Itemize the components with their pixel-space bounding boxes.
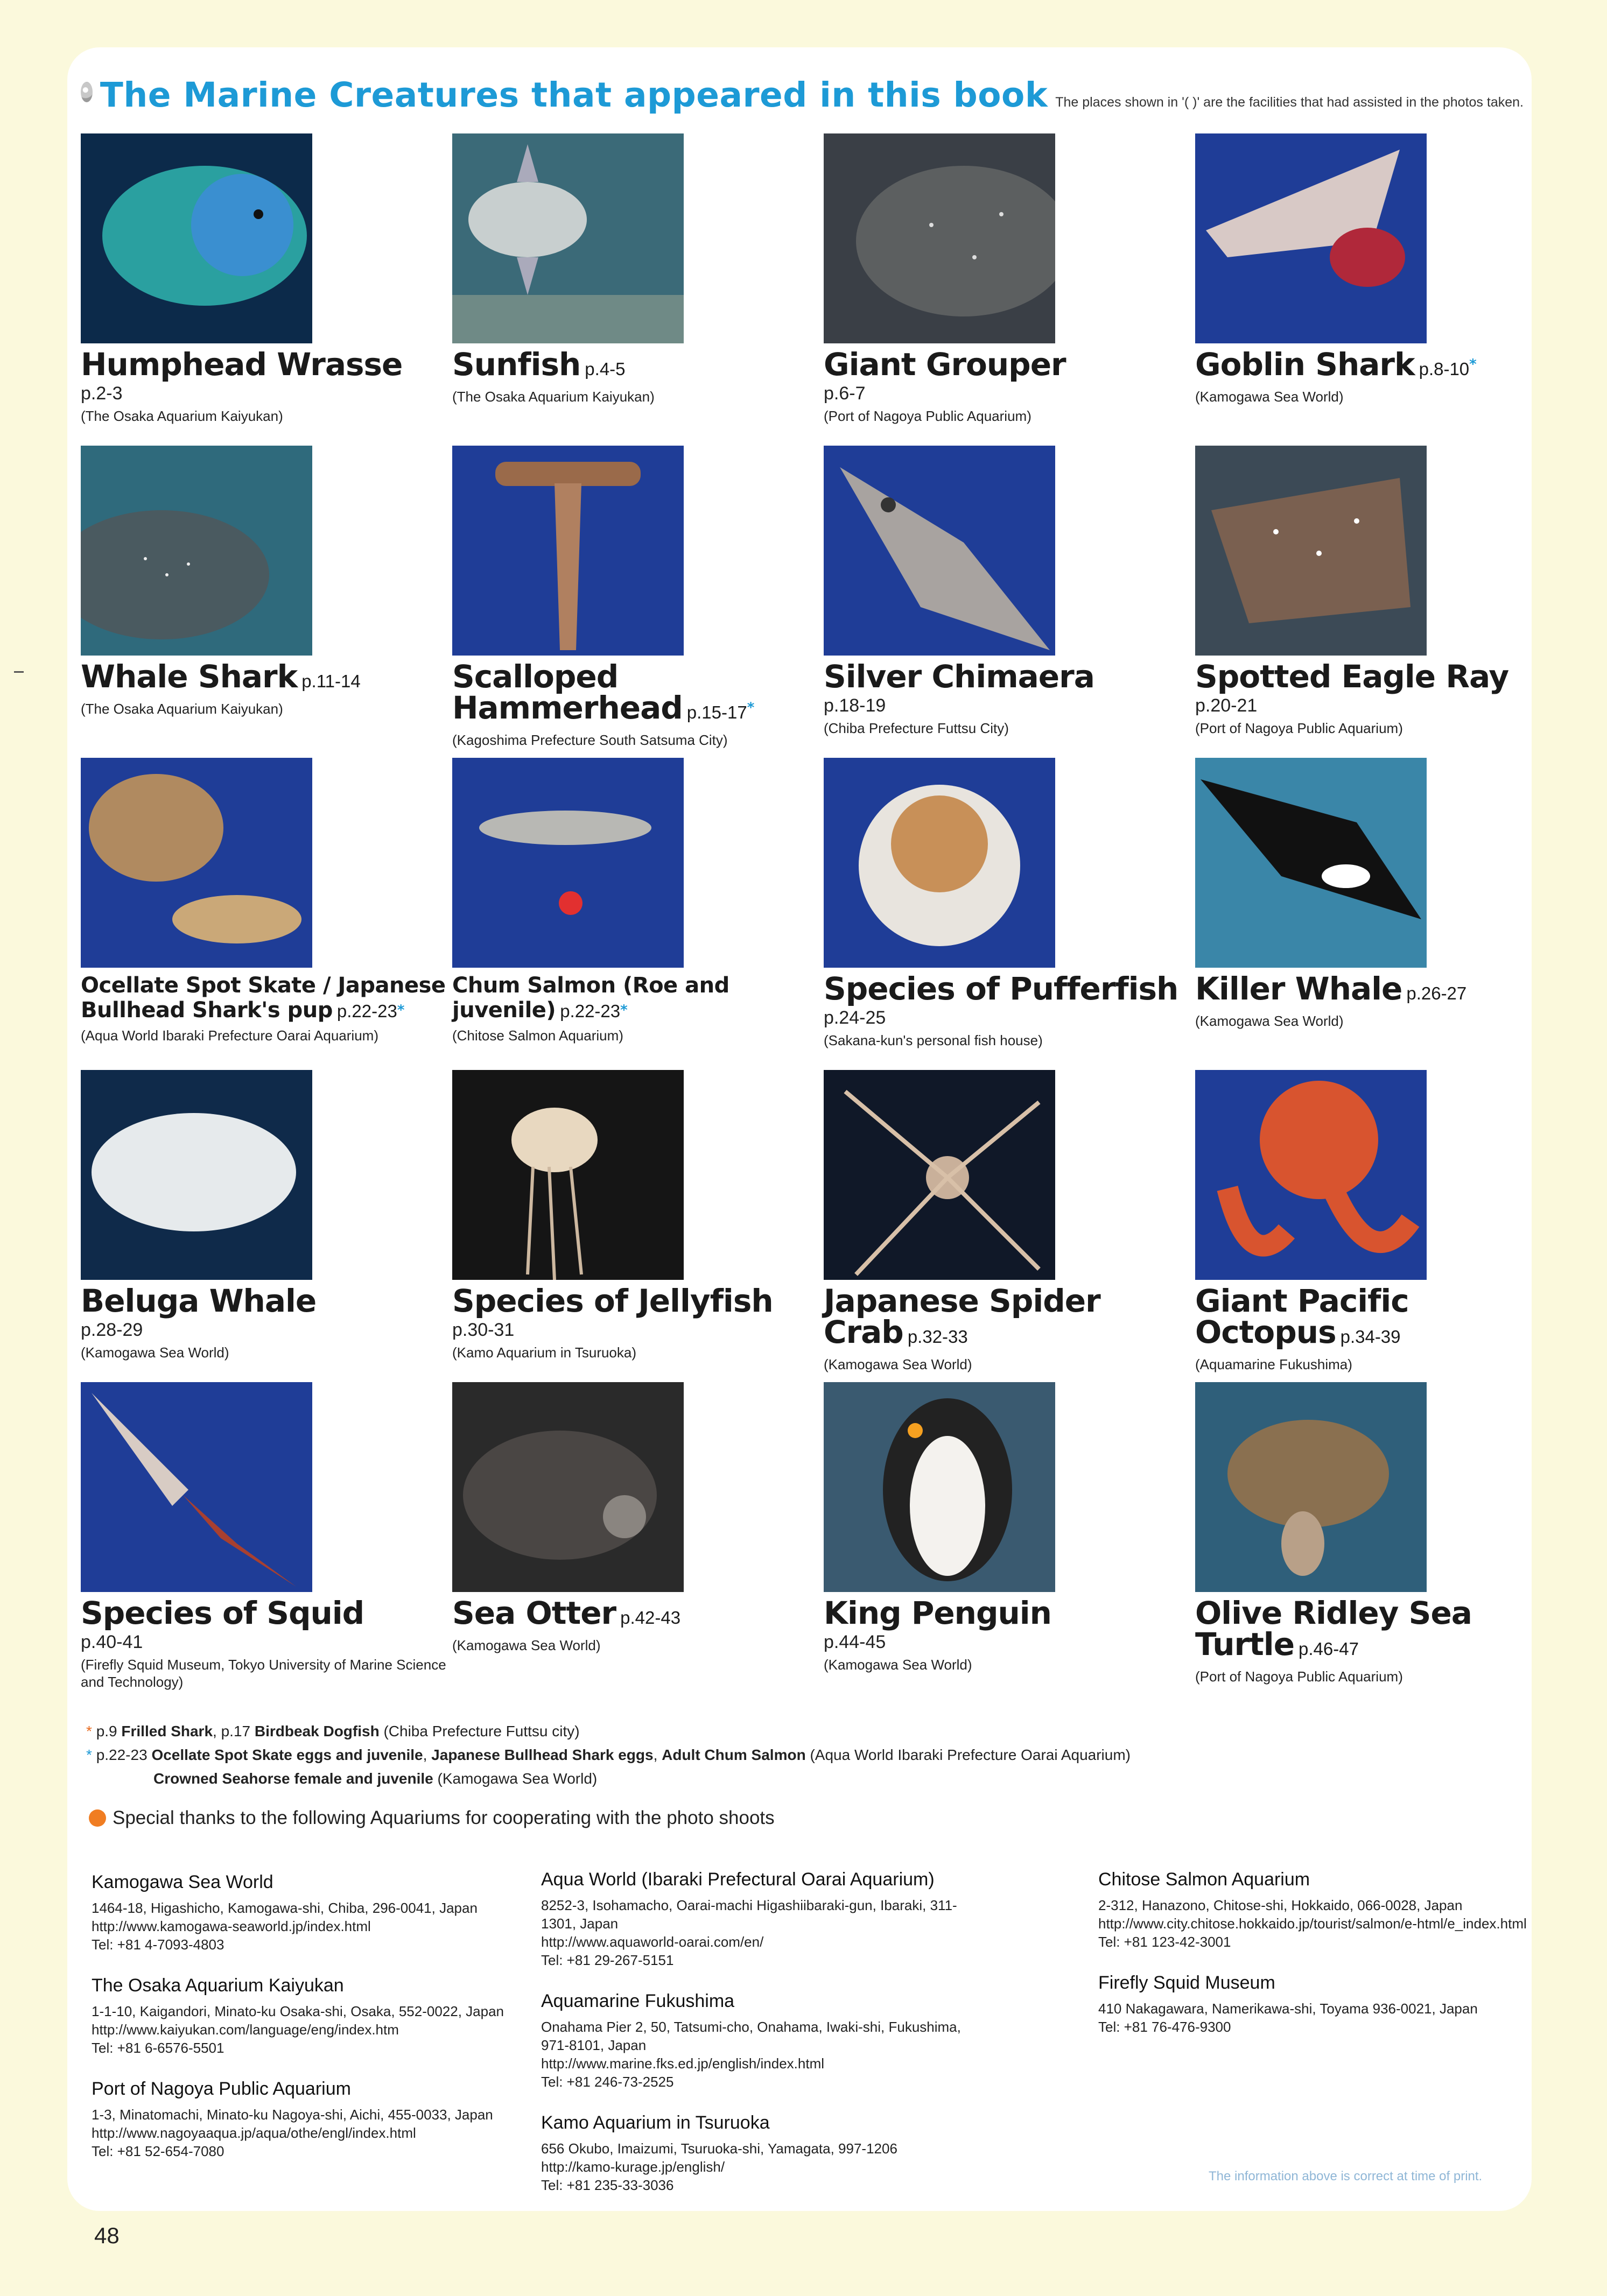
- aquarium-url[interactable]: http://www.kamogawa-seaworld.jp/index.html: [92, 1918, 371, 1934]
- creature-pages: p.15-17: [686, 702, 747, 722]
- aquarium-entry: [92, 2080, 533, 2160]
- aquarium-address: 656 Okubo, Imaizumi, Tsuruoka-shi, Yamagata, 997-1206: [541, 2140, 897, 2157]
- creature-name: Giant Pacific Octopus p.34-39: [1195, 1283, 1409, 1350]
- aquarium-entry: [92, 1976, 533, 2057]
- creature-name: Spotted Eagle Ray: [1195, 658, 1509, 695]
- creature-pages: p.30-31: [452, 1320, 515, 1340]
- creature-name: Whale Shark p.11-14: [81, 658, 361, 695]
- creature-facility: (Sakana-kun's personal fish house): [824, 1032, 1043, 1048]
- aquarium-name: The Osaka Aquarium Kaiyukan: [92, 1975, 344, 1996]
- creature-photo: [452, 446, 684, 656]
- aquarium-tel: Tel: +81 123-42-3001: [1098, 1934, 1231, 1950]
- aquarium-url[interactable]: http://kamo-kurage.jp/english/: [541, 2159, 725, 2175]
- creature-card: [1195, 446, 1567, 758]
- aquarium-column-3: [1098, 1870, 1540, 2059]
- aquarium-address: Onahama Pier 2, 50, Tatsumi-cho, Onahama, Iwaki-shi, Fukushima, 971-8101, Japan: [541, 2019, 961, 2053]
- aquarium-tel: Tel: +81 52-654-7080: [92, 2143, 224, 2159]
- creature-caption: [452, 346, 818, 405]
- aquarium-tel: Tel: +81 76-476-9300: [1098, 2019, 1231, 2035]
- creature-pages: p.28-29: [81, 1320, 143, 1340]
- creature-card: [1195, 1382, 1567, 1694]
- aquarium-name: Aquamarine Fukushima: [541, 1991, 735, 2011]
- creature-card: [824, 1382, 1195, 1694]
- creature-name: King Penguin: [824, 1595, 1051, 1631]
- creature-card: [81, 133, 452, 446]
- aquarium-name: Aqua World (Ibaraki Prefectural Oarai Aquarium): [541, 1869, 935, 1890]
- creature-photo: [81, 1070, 312, 1280]
- aquarium-column-2: [541, 1870, 983, 2217]
- aquarium-name: Kamo Aquarium in Tsuruoka: [541, 2112, 770, 2133]
- aquarium-address: 1-1-10, Kaigandori, Minato-ku Osaka-shi, Osaka, 552-0022, Japan: [92, 2003, 504, 2019]
- creature-pages: p.20-21: [1195, 695, 1258, 716]
- aquarium-name: Kamogawa Sea World: [92, 1872, 273, 1892]
- footnote-star: *: [620, 1002, 628, 1018]
- aquarium-address: 8252-3, Isohamacho, Oarai-machi Higashiibaraki-gun, Ibaraki, 311-1301, Japan: [541, 1897, 957, 1932]
- creature-pages: p.26-27: [1406, 983, 1467, 1003]
- creature-name: Humphead Wrasse: [81, 346, 403, 383]
- creature-pages: p.22-23: [560, 1001, 621, 1021]
- creature-pages: p.34-39: [1340, 1327, 1401, 1347]
- creature-facility: (The Osaka Aquarium Kaiyukan): [452, 389, 655, 405]
- creature-pages: p.6-7: [824, 383, 866, 404]
- creature-card: [824, 133, 1195, 446]
- creature-name: Species of Jellyfish: [452, 1283, 773, 1319]
- aquarium-url[interactable]: http://www.city.chitose.hokkaido.jp/tourist/salmon/e-html/e_index.html: [1098, 1915, 1527, 1932]
- creature-photo: [1195, 133, 1427, 343]
- creature-card: [1195, 133, 1567, 446]
- creature-facility: (Firefly Squid Museum, Tokyo University of Marine Science and Technology): [81, 1657, 446, 1690]
- aquarium-url[interactable]: http://www.aquaworld-oarai.com/en/: [541, 1934, 764, 1950]
- creature-caption: [1195, 1597, 1561, 1685]
- aquarium-url[interactable]: http://www.marine.fks.ed.jp/english/index.html: [541, 2055, 825, 2072]
- aquarium-address: 1464-18, Higashicho, Kamogawa-shi, Chiba, 296-0041, Japan: [92, 1900, 478, 1916]
- creature-caption: [452, 658, 818, 749]
- creature-name: Killer Whale p.26-27: [1195, 970, 1467, 1007]
- footnote-star: *: [1469, 356, 1476, 372]
- aquarium-entry: [541, 2114, 983, 2194]
- creature-facility: (Chiba Prefecture Futtsu City): [824, 720, 1009, 736]
- creature-facility: (Kamogawa Sea World): [1195, 1013, 1344, 1029]
- aquarium-name: Chitose Salmon Aquarium: [1098, 1869, 1310, 1890]
- creature-pages: p.4-5: [585, 359, 626, 379]
- creature-facility: (Port of Nagoya Public Aquarium): [1195, 720, 1403, 736]
- print-footnote: The information above is correct at time of print.: [1209, 2169, 1483, 2184]
- creature-facility: (Port of Nagoya Public Aquarium): [824, 408, 1031, 424]
- creature-facility: (Kamogawa Sea World): [824, 1356, 972, 1372]
- creature-facility: (Chitose Salmon Aquarium): [452, 1027, 623, 1044]
- aquarium-address: 410 Nakagawara, Namerikawa-shi, Toyama 936-0021, Japan: [1098, 2001, 1478, 2017]
- creature-name: Sunfish p.4-5: [452, 346, 626, 383]
- creature-photo: [452, 133, 684, 343]
- creature-facility: (Kamogawa Sea World): [824, 1657, 972, 1673]
- aquarium-url[interactable]: http://www.kaiyukan.com/language/eng/index.htm: [92, 2022, 399, 2038]
- creature-photo: [824, 446, 1055, 656]
- thanks-line: Special thanks to the following Aquariums for cooperating with the photo shoots: [89, 1807, 775, 1829]
- creature-facility: (Kamo Aquarium in Tsuruoka): [452, 1344, 637, 1361]
- creature-caption: [824, 658, 1190, 737]
- aquarium-entry: [541, 1992, 983, 2091]
- creature-name: Species of Squid: [81, 1595, 364, 1631]
- aquarium-tel: Tel: +81 6-6576-5501: [92, 2040, 224, 2056]
- creature-caption: [1195, 346, 1561, 405]
- creature-photo: [81, 446, 312, 656]
- creature-card: [81, 1070, 452, 1382]
- creature-photo: [1195, 758, 1427, 968]
- creature-name: Olive Ridley Sea Turtle p.46-47: [1195, 1595, 1472, 1663]
- aquarium-name: Firefly Squid Museum: [1098, 1973, 1275, 1993]
- creature-pages: p.8-10: [1419, 359, 1470, 379]
- aquarium-tel: Tel: +81 4-7093-4803: [92, 1936, 224, 1953]
- creature-name: Beluga Whale: [81, 1283, 317, 1319]
- creature-caption: [81, 346, 447, 425]
- creature-card: [452, 1382, 824, 1694]
- creature-card: [824, 446, 1195, 758]
- creature-caption: [824, 1597, 1190, 1673]
- creature-card: [452, 758, 824, 1070]
- creature-facility: (Kamogawa Sea World): [452, 1637, 601, 1653]
- page-number: 48: [94, 2223, 120, 2248]
- creature-pages: p.22-23: [336, 1001, 397, 1021]
- creature-photo: [452, 758, 684, 968]
- creature-card: [824, 758, 1195, 1070]
- creature-photo: [81, 1382, 312, 1592]
- creature-pages: p.11-14: [301, 671, 361, 691]
- aquarium-entry: [1098, 1870, 1540, 1951]
- creature-caption: [824, 346, 1190, 425]
- creature-caption: [452, 1285, 818, 1361]
- aquarium-tel: Tel: +81 29-267-5151: [541, 1952, 674, 1968]
- creature-photo: [1195, 1382, 1427, 1592]
- creature-photo: [81, 758, 312, 968]
- creature-pages: p.44-45: [824, 1632, 886, 1652]
- creature-caption: [81, 1285, 447, 1361]
- creature-pages: p.46-47: [1299, 1639, 1359, 1659]
- creature-caption: [1195, 658, 1561, 737]
- creature-caption: [1195, 1285, 1561, 1373]
- creature-name: Sea Otter p.42-43: [452, 1595, 681, 1631]
- creature-facility: (Aqua World Ibaraki Prefecture Oarai Aquarium): [81, 1027, 378, 1044]
- creature-card: [452, 446, 824, 758]
- creature-caption: [452, 1597, 818, 1654]
- shell-icon: [81, 82, 93, 102]
- creature-facility: (Kamogawa Sea World): [1195, 389, 1344, 405]
- margin-mark: [14, 671, 24, 673]
- creature-photo: [824, 1382, 1055, 1592]
- aquarium-address: 1-3, Minatomachi, Minato-ku Nagoya-shi, Aichi, 455-0033, Japan: [92, 2107, 493, 2123]
- creature-facility: (Kagoshima Prefecture South Satsuma City): [452, 732, 728, 748]
- creature-pages: p.42-43: [620, 1608, 681, 1628]
- photo-notes: [86, 1720, 1486, 1791]
- creature-facility: (Port of Nagoya Public Aquarium): [1195, 1668, 1403, 1685]
- creature-pages: p.2-3: [81, 383, 123, 404]
- creature-photo: [452, 1070, 684, 1280]
- creature-name: Chum Salmon (Roe and juvenile) p.22-23*: [452, 973, 729, 1023]
- creature-pages: p.24-25: [824, 1008, 886, 1028]
- aquarium-tel: Tel: +81 235-33-3036: [541, 2177, 674, 2193]
- bullet-dot-icon: [89, 1809, 106, 1827]
- creature-name: Species of Pufferfish: [824, 970, 1178, 1007]
- creature-pages: p.40-41: [81, 1632, 143, 1652]
- footnote-star: *: [747, 700, 754, 716]
- creature-name: Scalloped Hammerhead p.15-17*: [452, 658, 754, 726]
- creature-card: [1195, 1070, 1567, 1382]
- creature-facility: (Aquamarine Fukushima): [1195, 1356, 1352, 1372]
- aquarium-entry: [1098, 1974, 1540, 2036]
- creature-photo: [824, 1070, 1055, 1280]
- creature-name: Ocellate Spot Skate / Japanese Bullhead Shark's pup p.22-23*: [81, 973, 446, 1023]
- creature-caption: [452, 973, 818, 1044]
- creature-card: [81, 1382, 452, 1694]
- aquarium-tel: Tel: +81 246-73-2525: [541, 2074, 674, 2090]
- creature-photo: [81, 133, 312, 343]
- creature-card: [452, 1070, 824, 1382]
- creature-name: Goblin Shark p.8-10*: [1195, 346, 1476, 383]
- aquarium-entry: [92, 1873, 533, 1954]
- creature-facility: (The Osaka Aquarium Kaiyukan): [81, 408, 283, 424]
- creature-photo: [824, 758, 1055, 968]
- creature-photo: [824, 133, 1055, 343]
- creature-name: Japanese Spider Crab p.32-33: [824, 1283, 1100, 1350]
- creature-facility: (The Osaka Aquarium Kaiyukan): [81, 701, 283, 717]
- aquarium-address: 2-312, Hanazono, Chitose-shi, Hokkaido, 066-0028, Japan: [1098, 1897, 1463, 1913]
- creature-grid: [81, 133, 1529, 1694]
- creature-pages: p.18-19: [824, 695, 886, 716]
- creature-caption: [81, 973, 447, 1044]
- aquarium-column-1: [92, 1873, 533, 2183]
- page-heading: [81, 75, 1524, 135]
- creature-facility: (Kamogawa Sea World): [81, 1344, 229, 1361]
- creature-name: Giant Grouper: [824, 346, 1066, 383]
- creature-card: [452, 133, 824, 446]
- creature-caption: [81, 1597, 447, 1691]
- note-line-3: Crowned Seahorse female and juvenile (Kamogawa Sea World): [153, 1770, 598, 1787]
- creature-card: [1195, 758, 1567, 1070]
- creature-caption: [824, 1285, 1190, 1373]
- creature-card: [81, 446, 452, 758]
- footnote-star: *: [397, 1002, 404, 1018]
- creature-photo: [1195, 446, 1427, 656]
- creature-card: [81, 758, 452, 1070]
- creature-caption: [824, 970, 1190, 1049]
- creature-photo: [1195, 1070, 1427, 1280]
- note-line-2: * p.22-23 Ocellate Spot Skate eggs and juvenile, Japanese Bullhead Shark eggs, Adult Chum Salmon (Aqua World Ibaraki Prefecture Oarai Aquarium): [86, 1746, 1131, 1763]
- aquarium-entry: [541, 1870, 983, 1969]
- creature-name: Silver Chimaera: [824, 658, 1094, 695]
- creature-caption: [1195, 970, 1561, 1030]
- creature-caption: [81, 658, 447, 717]
- creature-card: [824, 1070, 1195, 1382]
- note-line-1: * p.9 Frilled Shark, p.17 Birdbeak Dogfish (Chiba Prefecture Futtsu city): [86, 1723, 580, 1739]
- aquarium-url[interactable]: http://www.nagoyaaqua.jp/aqua/othe/engl/index.html: [92, 2125, 416, 2141]
- creature-photo: [452, 1382, 684, 1592]
- aquarium-name: Port of Nagoya Public Aquarium: [92, 2079, 351, 2099]
- heading-note: The places shown in '( )' are the facilities that had assisted in the photos taken.: [1055, 95, 1524, 110]
- creature-pages: p.32-33: [907, 1327, 968, 1347]
- page-title: The Marine Creatures that appeared in this book: [100, 75, 1048, 115]
